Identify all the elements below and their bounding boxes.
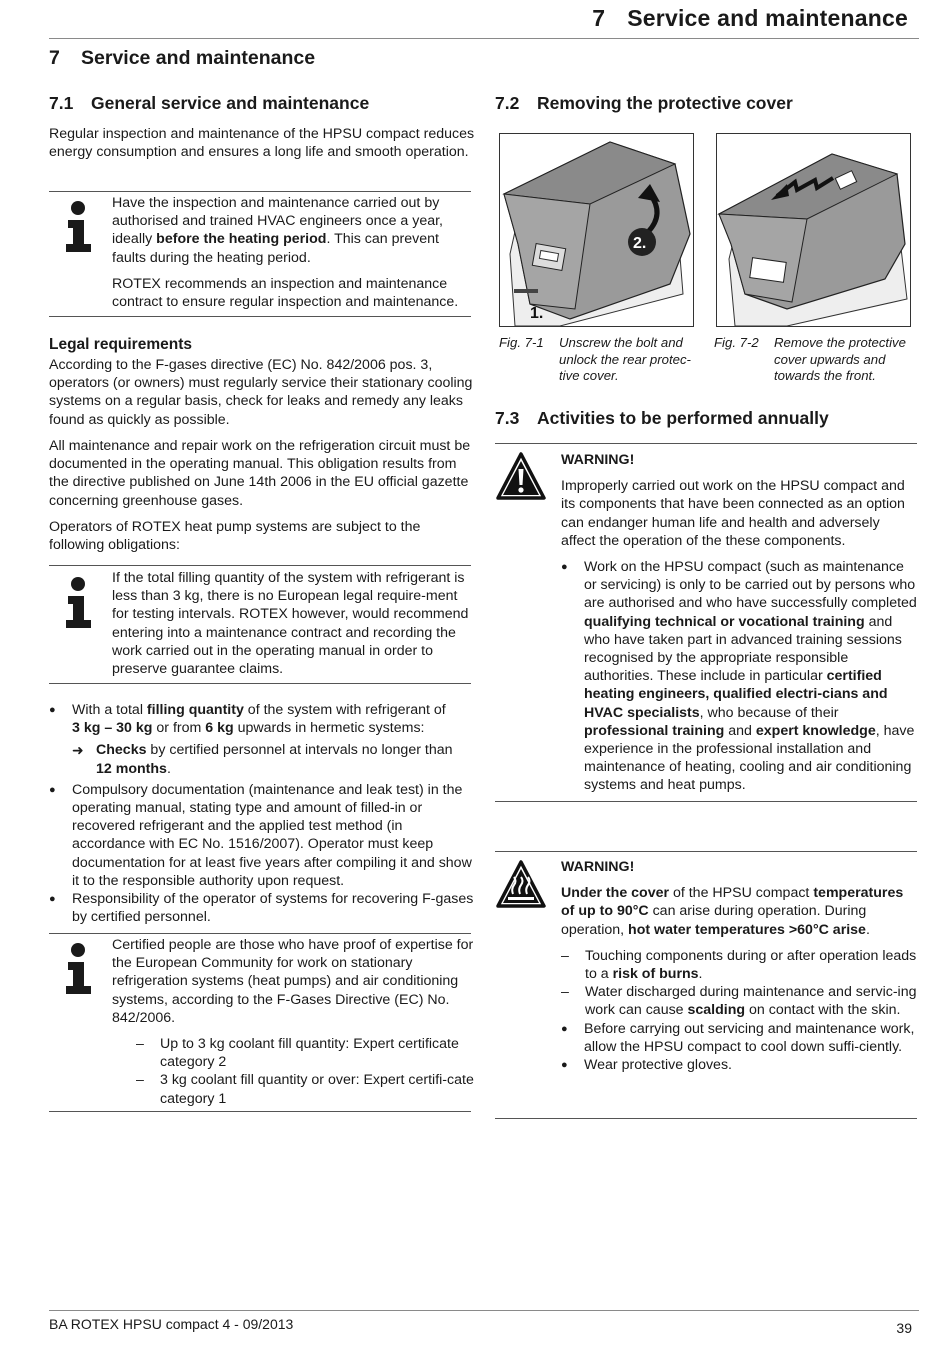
figure-number: Fig. 7-2	[714, 335, 759, 350]
warning-label: WARNING!	[561, 859, 635, 875]
emphasis: hot water temperatures >60°C arise	[628, 921, 866, 938]
text: upwards in hermetic systems:	[233, 720, 425, 737]
info-icon	[62, 942, 96, 996]
note1-paragraph2: ROTEX recommends an inspection and maintenance contract to ensure regular inspection and maintenance.	[112, 275, 459, 311]
step-2-label: 2.	[633, 235, 647, 252]
list-item	[561, 1056, 918, 1074]
list-item	[49, 890, 477, 926]
legal-paragraph-2: All maintenance and repair work on the refrigeration circuit must be documented in the operating manual. This obligation results from the directive published on June 14th 2006 in the EU official gazette concerning greenhouse gases.	[49, 438, 471, 509]
section-7-2-title	[495, 93, 793, 114]
figure-7-1	[499, 133, 694, 327]
text: and	[724, 722, 756, 739]
text: Water discharged during maintenance and servic-ing work can cause	[585, 984, 917, 1019]
note3	[112, 936, 474, 1108]
note2-top-rule	[49, 565, 471, 566]
section-title-text: Activities to be performed annually	[537, 408, 829, 428]
obligations-list	[49, 701, 477, 926]
legal-paragraph-1: According to the F-gases directive (EC) No. 842/2006 pos. 3, operators (or owners) must regularly service their stationary cooling systems on a regular basis, check for leaks and remedy any leaks found as quickly as possible.	[49, 357, 473, 428]
warning1-bullet-text	[584, 558, 918, 795]
text: can arise during operation. During operation,	[561, 903, 867, 938]
warning2-paragraph	[561, 884, 918, 939]
running-header	[592, 5, 908, 32]
note1-line2: authorised and trained HVAC engineers once a year,	[112, 213, 443, 230]
text: and who have taken part in advanced training sessions recognised by the appropriate responsible authorities. These include in particular	[584, 613, 902, 685]
emphasis: 12 months	[96, 760, 167, 777]
text: , have experience in the professional installation and maintenance of heating, cooling and air conditioning systems and heat pumps.	[584, 722, 915, 794]
note2-bottom-rule	[49, 683, 471, 684]
text: Touching components during or after operation leads to a	[585, 947, 917, 983]
dash-item-text	[585, 947, 918, 983]
info-icon	[62, 576, 96, 630]
note1-line4: faults during the heating period.	[112, 249, 311, 266]
info-icon	[62, 200, 96, 254]
section-number: 7.1	[49, 93, 74, 113]
list-item-text	[72, 701, 477, 737]
dash-marker: –	[561, 947, 569, 964]
list-item	[561, 1020, 918, 1056]
warning2-top-rule	[495, 851, 917, 852]
warning1	[561, 451, 918, 795]
text: on contact with the skin.	[745, 1002, 901, 1019]
note1-line1: Have the inspection and maintenance carried out by	[112, 195, 440, 211]
section-7-1-title	[49, 93, 369, 114]
emphasis: expert knowledge	[755, 722, 876, 739]
arrow-item-text	[96, 741, 477, 777]
running-header-title: Service and maintenance	[627, 5, 908, 31]
intro-paragraph: Regular inspection and maintenance of the HPSU compact reduces energy consumption and ensures a long life and smooth operation.	[49, 126, 475, 161]
section-title-text: Removing the protective cover	[537, 93, 793, 113]
note1-top-rule	[49, 191, 471, 192]
figure-7-2-caption	[714, 335, 919, 387]
legal-paragraph-3: Operators of ROTEX heat pump systems are subject to the following obligations:	[49, 519, 421, 554]
emphasis: 6 kg	[205, 720, 234, 737]
cover-removal-illustration	[717, 134, 910, 326]
list-item	[49, 701, 477, 778]
figure-caption-text: Remove the protective cover upwards and towards the front.	[774, 335, 906, 383]
running-header-number: 7	[592, 5, 606, 31]
list-item-text: ● Wear protective gloves.	[584, 1057, 732, 1074]
emphasis: scalding	[687, 1002, 746, 1019]
text: With a total	[72, 702, 147, 718]
list-item-text: ● Compulsory documentation (maintenance and leak test) in the operating manual, stating type and amount of filled-in or recovered refrigerant and the applied test method (in accordance with EC No. 1516/2007). Operator must keep documentation for at least five years after compiling it and show it to the responsible authority upon request.	[72, 781, 472, 889]
dash-marker: –	[136, 1072, 144, 1089]
section-title-text: General service and maintenance	[91, 93, 370, 113]
figure-7-1-caption	[499, 335, 699, 387]
chapter-title-text: Service and maintenance	[81, 47, 316, 69]
note1-emphasis: before the heating period	[156, 231, 327, 248]
text: Work on the HPSU compact (such as maintenance or servicing) is only to be carried out by persons who are authorised and who have successfully completed	[584, 559, 917, 612]
dash-item-text: Up to 3 kg coolant fill quantity: Expert certificate category 2	[160, 1036, 459, 1071]
warning2	[561, 858, 918, 1074]
dash-item	[561, 983, 918, 1019]
note3-bottom-rule	[49, 1111, 471, 1112]
dash-item-text: 3 kg coolant fill quantity or over: Expert certifi-cate category 1	[160, 1072, 474, 1107]
section-number: 7.3	[495, 408, 520, 428]
emphasis: temperatures of up to 90°C	[561, 885, 904, 920]
section-number: 7.2	[495, 93, 520, 113]
chapter-title	[49, 47, 315, 70]
list-item-text: ● Responsibility of the operator of systems for recovering F-gases by certified personnel.	[72, 891, 474, 926]
list-item-text: ● Before carrying out servicing and maintenance work, allow the HPSU compact to cool down suffi-ciently.	[584, 1020, 915, 1055]
note1	[112, 194, 474, 311]
emphasis: certified heating engineers, qualified electri-cians and HVAC specialists	[584, 668, 888, 721]
step-1-label: 1.	[530, 305, 544, 322]
emphasis: Under the cover	[561, 885, 670, 902]
figure-caption-text: Unscrew the bolt and unlock the rear protec-tive cover.	[559, 335, 691, 383]
warning-triangle-icon	[496, 452, 546, 502]
dash-item-text	[585, 983, 918, 1019]
list-item	[49, 781, 477, 890]
warning2-bottom-rule	[495, 1118, 917, 1119]
page-number: 39	[896, 1320, 912, 1336]
emphasis: qualifying technical or vocational training	[584, 613, 865, 630]
warning1-top-rule	[495, 443, 917, 444]
text: of the HPSU compact	[669, 885, 814, 902]
note2-text: If the total filling quantity of the system with refrigerant is less than 3 kg, there is no European legal require-ment for testing intervals. ROTEX however, would recommend entering into a maintenance contract and recording the work carried out in the operating manual in order to preserve guarantee claims.	[112, 570, 469, 678]
chapter-number: 7	[49, 47, 60, 69]
text: .	[865, 921, 870, 938]
note1-bottom-rule	[49, 316, 471, 317]
section-7-3-title	[495, 408, 829, 429]
figure-number: Fig. 7-1	[499, 335, 544, 350]
emphasis: risk of burns	[612, 966, 699, 983]
dash-item	[561, 947, 918, 983]
figure-7-2	[716, 133, 911, 327]
unit-cover-illustration	[500, 134, 693, 326]
dash-item	[136, 1071, 474, 1107]
text: or from	[152, 720, 206, 737]
warning-label: WARNING!	[561, 452, 635, 468]
warning1-bottom-rule	[495, 801, 917, 802]
emphasis: professional training	[584, 722, 725, 739]
emphasis: 3 kg – 30 kg	[72, 720, 153, 737]
dash-item	[136, 1035, 474, 1071]
warning1-paragraph: Improperly carried out work on the HPSU compact and its components that have been connected as an option can endanger human life and health and adversely affect the operation of the these components.	[561, 478, 905, 549]
emphasis: filling quantity	[146, 702, 244, 718]
text: of the system with refrigerant of	[243, 702, 446, 718]
note3-top-rule	[49, 933, 471, 934]
footer-document-title: BA ROTEX HPSU compact 4 - 09/2013	[49, 1316, 294, 1332]
text: by certified personnel at intervals no longer than	[146, 742, 453, 759]
note1-line3	[112, 230, 474, 248]
arrow-right-icon: ➜	[72, 742, 84, 759]
dash-marker: –	[561, 984, 569, 1001]
note3-text: Certified people are those who have proof of expertise for the European Community for work on stationary refrigeration systems (heat pumps) and air conditioning systems, according to the F-Gases Directive (EC) No. 842/2006.	[112, 937, 474, 1026]
emphasis: Checks	[96, 742, 147, 759]
header-rule	[49, 38, 919, 39]
footer-rule	[49, 1310, 919, 1311]
text: .	[698, 966, 703, 983]
text: .	[166, 760, 171, 777]
arrow-item	[72, 741, 477, 777]
warning1-bullet	[561, 558, 918, 795]
text: , who because of their	[699, 704, 839, 721]
hot-surface-warning-icon	[496, 860, 546, 910]
note1-text: . This can prevent	[326, 231, 439, 248]
legal-heading: Legal requirements	[49, 336, 192, 353]
dash-marker: –	[136, 1036, 144, 1053]
note1-text: ideally	[112, 231, 157, 248]
